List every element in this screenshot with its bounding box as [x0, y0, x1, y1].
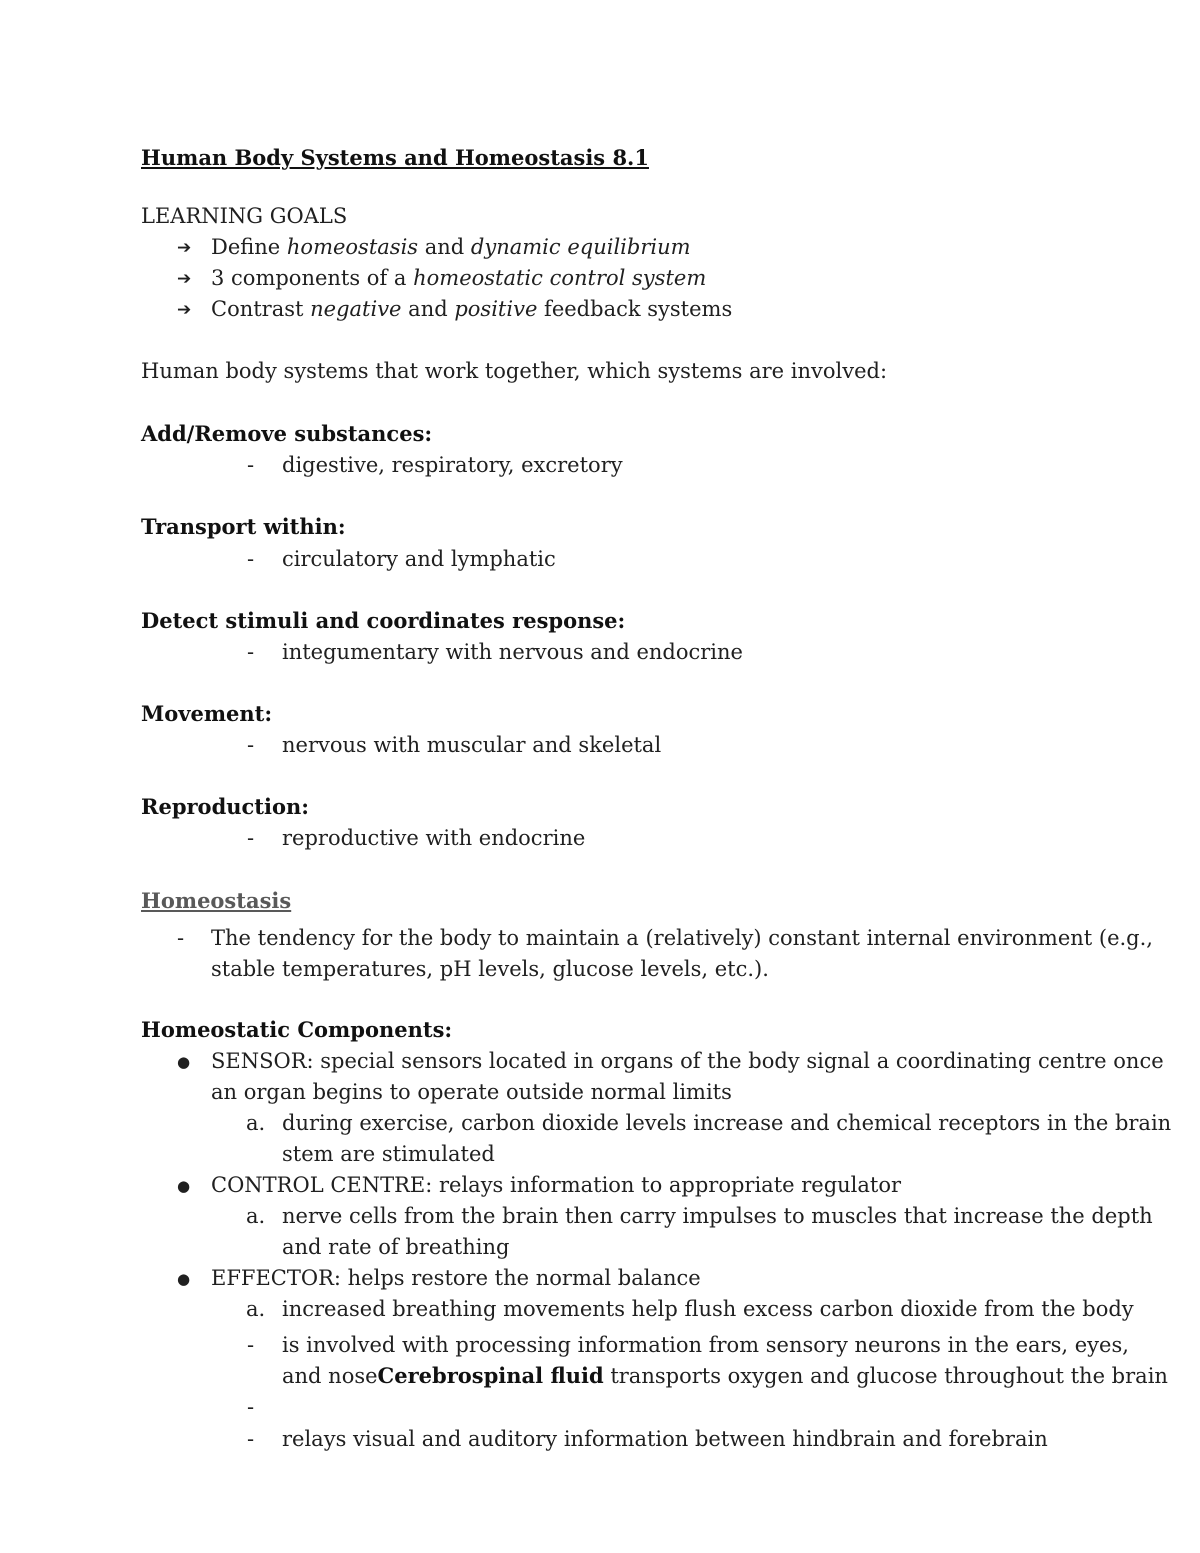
section-heading: Movement:: [141, 701, 273, 726]
section-item: integumentary with nervous and endocrine: [282, 640, 743, 664]
homeostasis-heading: Homeostasis: [141, 888, 292, 913]
sub-list-marker: a.: [246, 1204, 266, 1228]
control-centre-example: nerve cells from the brain then carry impulses to muscles that increase the depth: [282, 1204, 1153, 1228]
learning-goal-item: Contrast negative and positive feedback systems: [211, 297, 733, 321]
dash-marker: -: [247, 1427, 255, 1451]
control-centre-text: CONTROL CENTRE: relays information to appropriate regulator: [211, 1173, 902, 1197]
dash-marker: -: [247, 453, 255, 477]
sub-list-marker: a.: [246, 1111, 266, 1135]
section-heading: Transport within:: [141, 514, 346, 539]
dash-marker: -: [247, 547, 255, 571]
sensor-example: during exercise, carbon dioxide levels increase and chemical receptors in the brain: [282, 1111, 1172, 1135]
section-item: reproductive with endocrine: [282, 826, 586, 850]
arrow-bullet-icon: ➔: [177, 269, 192, 289]
dash-marker: -: [247, 640, 255, 664]
dash-marker: -: [247, 1333, 255, 1357]
learning-goals-heading: LEARNING GOALS: [141, 204, 348, 228]
bullet-icon: ●: [177, 1053, 191, 1071]
sensor-text: an organ begins to operate outside normal limits: [211, 1080, 732, 1104]
dash-marker: -: [247, 826, 255, 850]
sub-list-marker: a.: [246, 1297, 266, 1321]
homeostasis-definition-line: stable temperatures, pH levels, glucose levels, etc.).: [211, 957, 769, 981]
effector-text: EFFECTOR: helps restore the normal balance: [211, 1266, 701, 1290]
section-item: circulatory and lymphatic: [282, 547, 556, 571]
extra-note-line: relays visual and auditory information between hindbrain and forebrain: [282, 1427, 1048, 1451]
control-centre-example: and rate of breathing: [282, 1235, 510, 1259]
sensor-example: stem are stimulated: [282, 1142, 495, 1166]
arrow-bullet-icon: ➔: [177, 238, 192, 258]
dash-marker: -: [247, 733, 255, 757]
extra-note-line: and noseCerebrospinal fluid transports oxygen and glucose throughout the brain: [282, 1363, 1168, 1388]
extra-note-line: is involved with processing information from sensory neurons in the ears, eyes,: [282, 1333, 1129, 1357]
homeostasis-definition-line: The tendency for the body to maintain a (relatively) constant internal environment (e.g.,: [211, 926, 1153, 950]
section-item: digestive, respiratory, excretory: [282, 453, 623, 477]
document-title: Human Body Systems and Homeostasis 8.1: [141, 145, 649, 170]
components-heading: Homeostatic Components:: [141, 1017, 453, 1042]
sensor-text: SENSOR: special sensors located in organs of the body signal a coordinating centre once: [211, 1049, 1164, 1073]
arrow-bullet-icon: ➔: [177, 300, 192, 320]
effector-example: increased breathing movements help flush excess carbon dioxide from the body: [282, 1297, 1134, 1321]
bullet-icon: ●: [177, 1177, 191, 1195]
dash-marker: -: [177, 926, 185, 950]
section-heading: Add/Remove substances:: [141, 421, 433, 446]
intro-text: Human body systems that work together, which systems are involved:: [141, 359, 888, 383]
section-heading: Detect stimuli and coordinates response:: [141, 608, 626, 633]
learning-goal-item: Define homeostasis and dynamic equilibrium: [211, 235, 691, 259]
section-item: nervous with muscular and skeletal: [282, 733, 662, 757]
dash-marker: -: [247, 1395, 255, 1419]
learning-goal-item: 3 components of a homeostatic control system: [211, 266, 707, 290]
bullet-icon: ●: [177, 1270, 191, 1288]
section-heading: Reproduction:: [141, 794, 310, 819]
